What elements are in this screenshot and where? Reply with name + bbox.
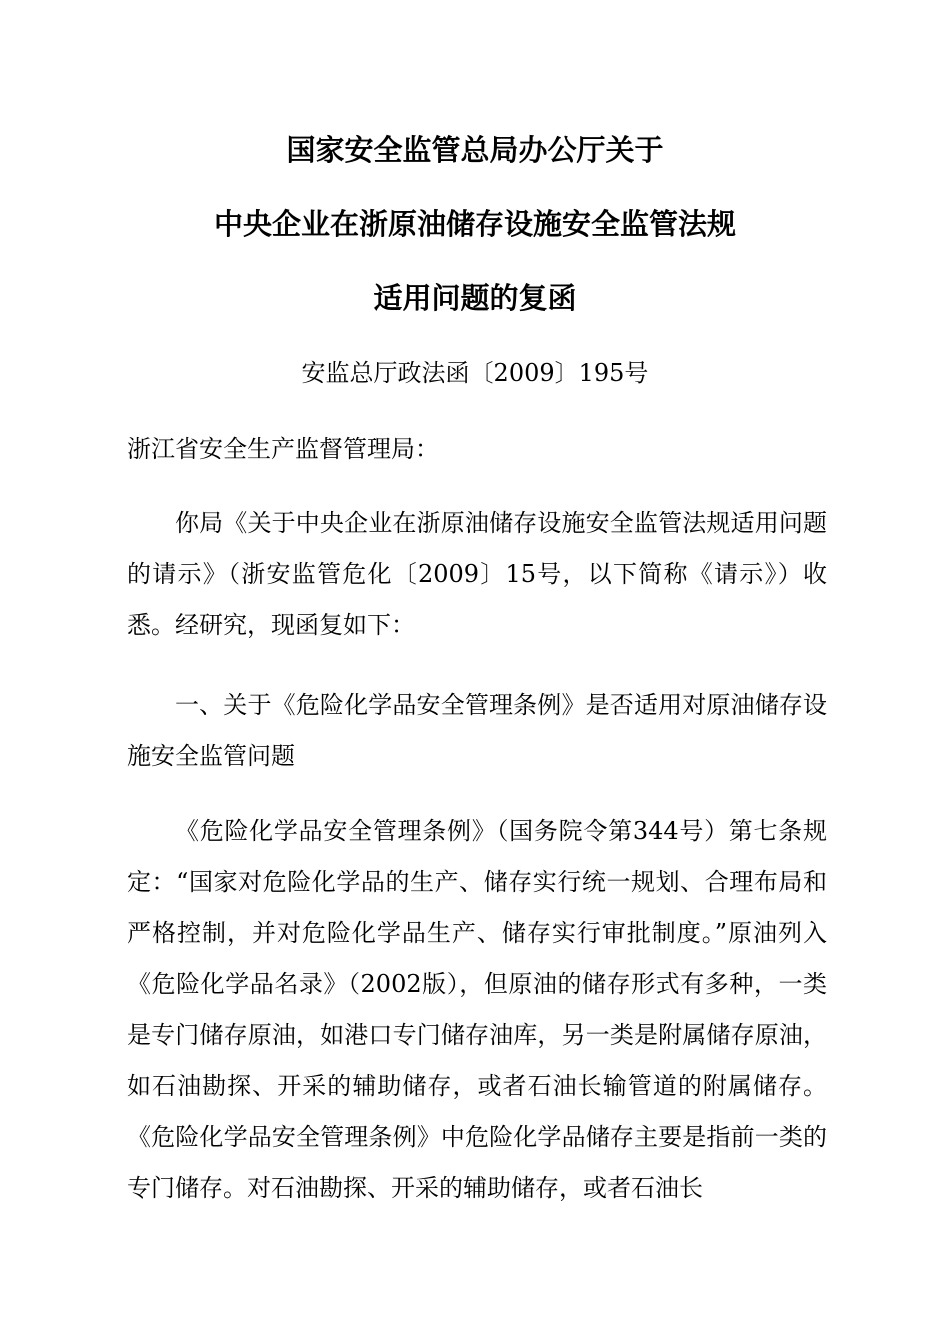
paragraph-section-heading-1: 一、关于《危险化学品安全管理条例》是否适用对原油储存设施安全监管问题 <box>127 691 827 770</box>
document-number: 安监总厅政法函〔2009〕195号 <box>301 359 649 387</box>
addressee: 浙江省安全生产监督管理局： <box>127 435 439 463</box>
document-title-line-1: 国家安全监管总局办公厅关于 <box>286 133 664 167</box>
paragraph-regulation-analysis: 《危险化学品安全管理条例》（国务院令第344号）第七条规定：“国家对危险化学品的生产、储存实行统一规划、合理布局和严格控制，并对危险化学品生产、储存实行审批制度。”原油列入《危险化学品名录》（2002版），但原油的储存形式有多种，一类是专门储存原油，如港口专门储存油库，另一类是附属储存原油，如石油勘探、开采的辅助储存，或者石油长输管道的附属储存。《危险化学品安全管理条例》中危险化学品储存主要是指前一类的专门储存。对石油勘探、开采的辅助储存，或者石油长 <box>127 817 827 1202</box>
document-title-line-3: 适用问题的复函 <box>373 281 577 315</box>
document-title-line-2: 中央企业在浙原油储存设施安全监管法规 <box>213 207 736 241</box>
paragraph-acknowledgement: 你局《关于中央企业在浙原油储存设施安全监管法规适用问题的请示》（浙安监管危化〔2009〕15号，以下简称《请示》）收悉。经研究，现函复如下： <box>127 509 827 639</box>
